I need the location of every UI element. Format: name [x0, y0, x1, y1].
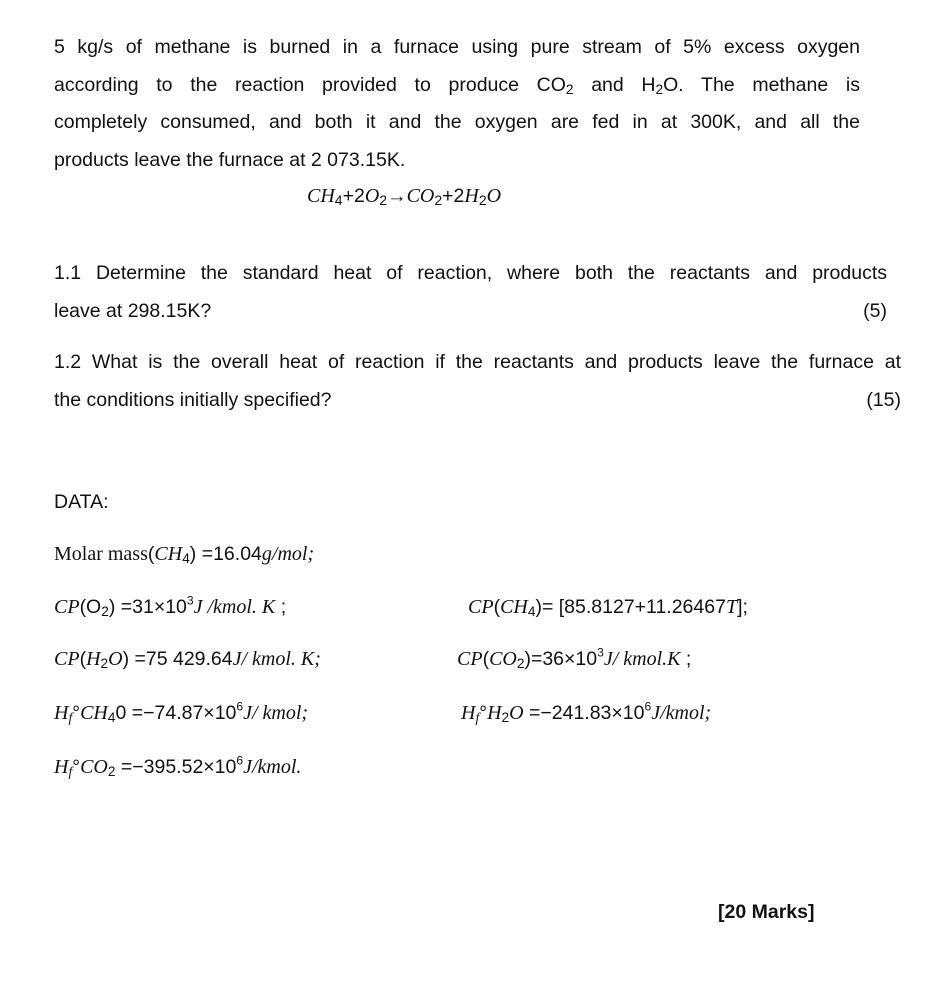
statement-line-1: 5 kg/s of methane is burned in a furnace using pure stream of 5% excess oxygen	[54, 36, 860, 58]
statement-line-4: products leave the furnace at 2 073.15K.	[54, 148, 406, 171]
problem-statement	[54, 29, 860, 179]
statement-line-2: according to the reaction provided to produce $CO_2$ and $H_2O$. The methane is	[54, 73, 860, 97]
data-cp-co2: $CP(CO_2)=36\times 10^3J/$ kmol.K ;	[457, 645, 692, 671]
question-1-1-marks: (5)	[863, 300, 887, 322]
question-1-1-text-end: leave at 298.15K?	[54, 300, 212, 322]
data-cp-ch4: $CP(CH_4)= [85.8127+11.26467T]$;	[468, 596, 748, 619]
data-heading: DATA:	[54, 491, 109, 513]
question-1-2-line-2	[54, 381, 901, 419]
question-1-1	[54, 254, 887, 330]
statement-line-3: completely consumed, and both it and the oxygen are fed in at 300K, and all the	[54, 111, 860, 133]
data-cp-h2o: $CP(H_2O) =75$ 429.64J/ kmol. K;	[54, 648, 321, 671]
data-molar-mass-ch4: Molar $mass(CH_4) =16.04g/mol$;	[54, 543, 315, 566]
question-1-2-line-1: 1.2 What is the overall heat of reaction if the reactants and products leave the furnace at	[54, 351, 901, 373]
total-marks: [20 Marks]	[718, 901, 815, 923]
question-1-2-text-end: the conditions initially specified?	[54, 389, 332, 411]
question-1-1-line-1: 1.1 Determine the standard heat of reaction, where both the reactants and products	[54, 262, 887, 284]
reaction-equation: $CH_4+2O_2\to CO_2+2H_2O$	[307, 185, 502, 209]
data-hf-ch4: $H_f^\circ CH_40 =-74.87\times 10^6J/$ kmol;	[54, 699, 309, 725]
data-hf-h2o: $H_f^\circ H_2O$ $=-241.83\times 10^6J$/kmol;	[461, 699, 712, 725]
question-1-1-line-2	[54, 292, 887, 330]
question-1-2	[54, 343, 901, 419]
data-hf-co2: $H_f^\circ CO_2$ $=-395.52\times 10^6J$/kmol.	[54, 753, 302, 779]
question-1-2-marks: (15)	[866, 389, 901, 411]
data-cp-o2: $CP(O_2) =31\times 10^3J$ /kmol. K ;	[54, 593, 287, 619]
